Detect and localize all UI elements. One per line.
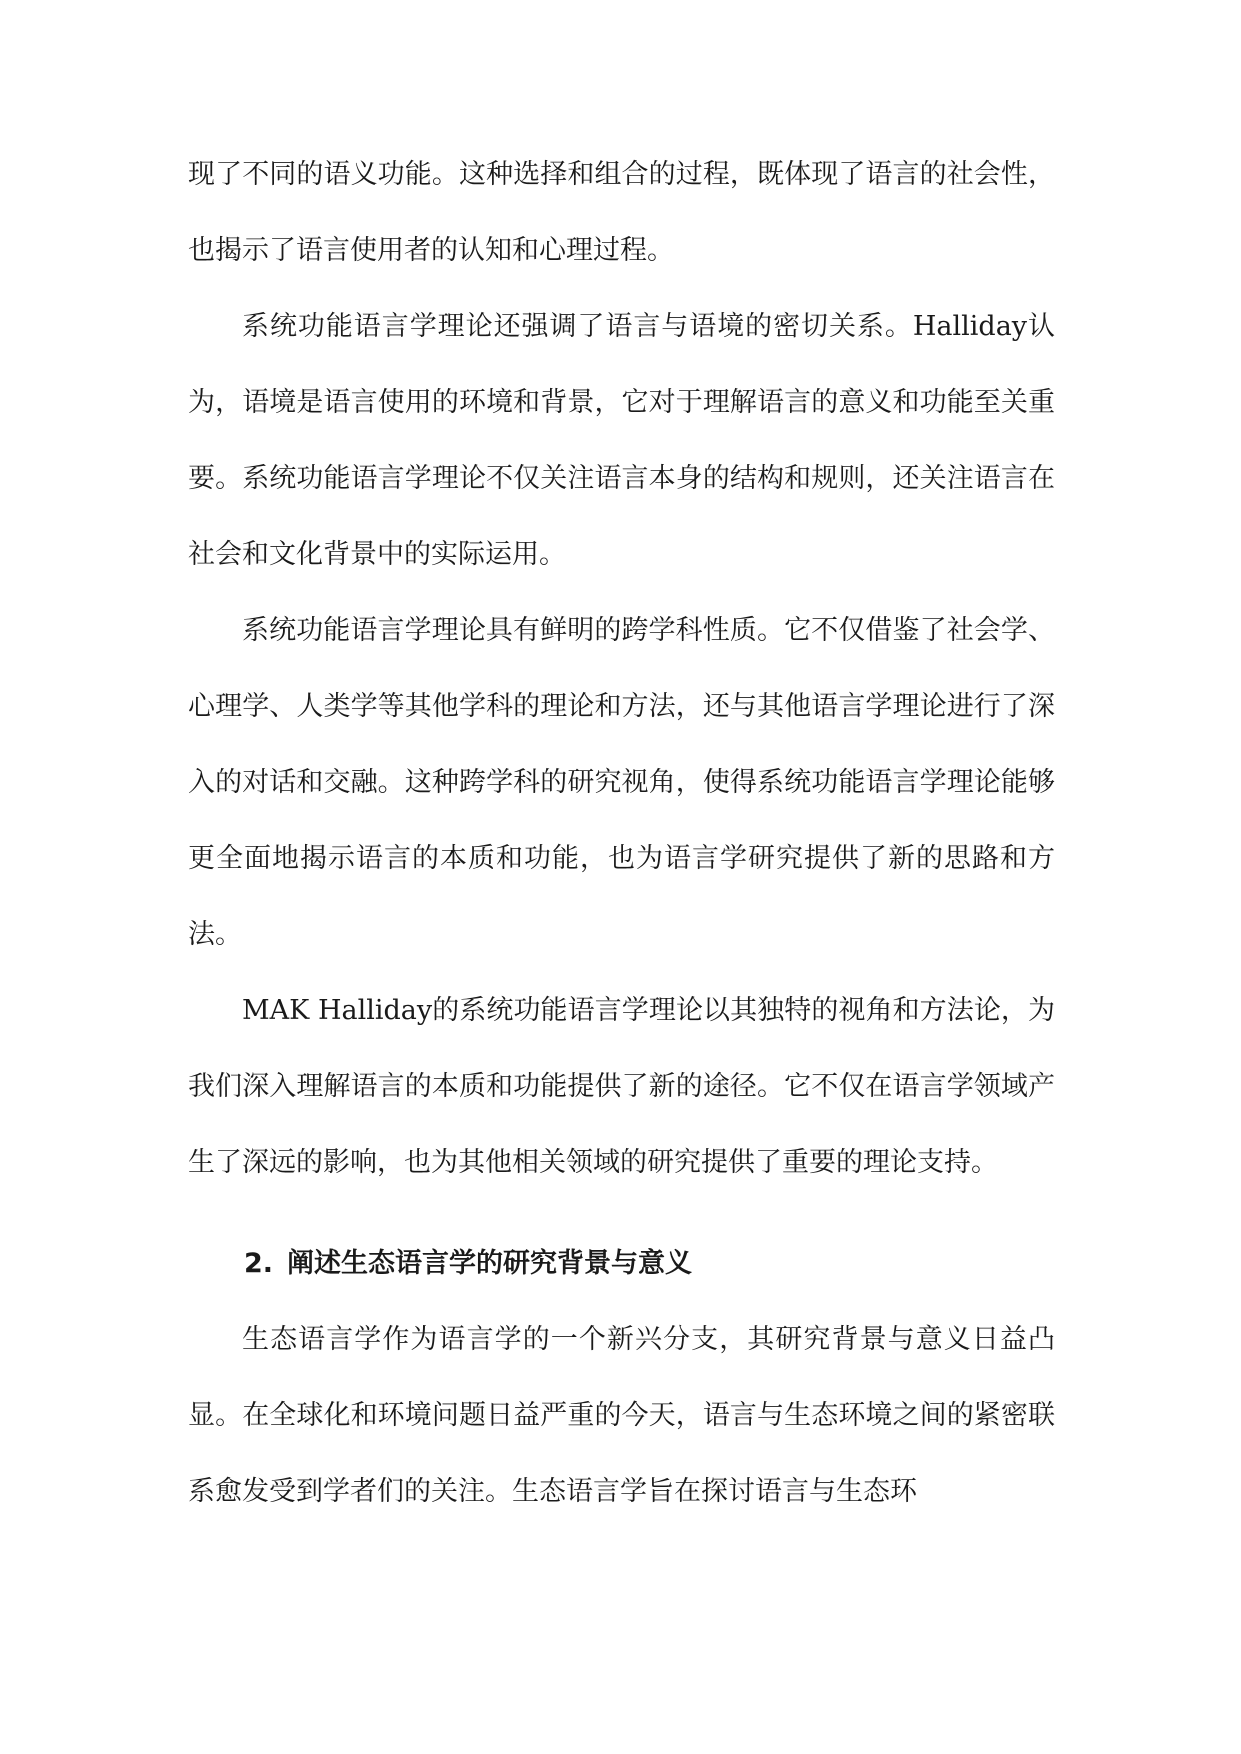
paragraph-1: 现了不同的语义功能。这种选择和组合的过程，既体现了语言的社会性，也揭示了语言使用者的认知和心理过程。 (188, 159, 1055, 266)
paragraph-3: 系统功能语言学理论具有鲜明的跨学科性质。它不仅借鉴了社会学、心理学、人类学等其他学科的理论和方法，还与其他语言学理论进行了深入的对话和交融。这种跨学科的研究视角，使得系统功能语言学理论能够更全面地揭示语言的本质和功能，也为语言学研究提供了新的思路和方法。 (188, 615, 1055, 950)
paragraph-5: 生态语言学作为语言学的一个新兴分支，其研究背景与意义日益凸显。在全球化和环境问题日益严重的今天，语言与生态环境之间的紧密联系愈发受到学者们的关注。生态语言学旨在探讨语言与生态环 (188, 1324, 1055, 1507)
section-heading (188, 1226, 1055, 1302)
section-title: 阐述生态语言学的研究背景与意义 (287, 1248, 693, 1279)
document-page (188, 137, 1055, 1530)
section-number: 2. (244, 1248, 274, 1279)
paragraph-2: 系统功能语言学理论还强调了语言与语境的密切关系。Halliday认为，语境是语言使用的环境和背景，它对于理解语言的意义和功能至关重要。系统功能语言学理论不仅关注语言本身的结构和规则，还关注语言在社会和文化背景中的实际运用。 (188, 311, 1055, 570)
paragraph-4: MAK Halliday的系统功能语言学理论以其独特的视角和方法论，为我们深入理解语言的本质和功能提供了新的途径。它不仅在语言学领域产生了深远的影响，也为其他相关领域的研究提供了重要的理论支持。 (188, 995, 1055, 1178)
